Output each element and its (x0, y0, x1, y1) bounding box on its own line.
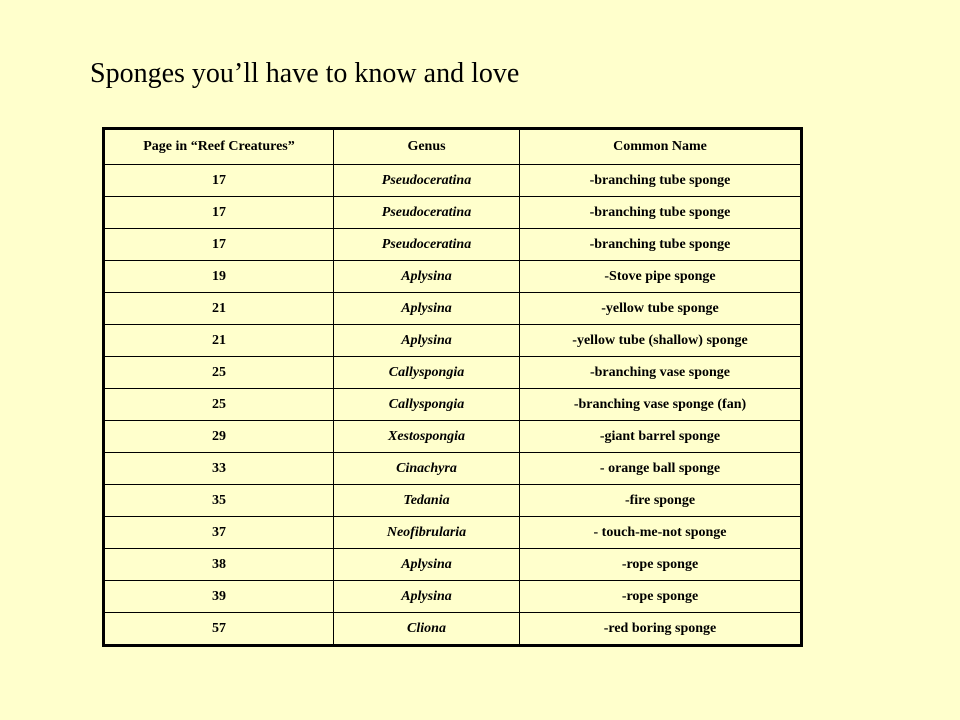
page-cell: 39 (104, 581, 334, 613)
header-common-name: Common Name (520, 129, 802, 165)
page-cell: 33 (104, 453, 334, 485)
genus-cell: Cliona (334, 613, 520, 646)
page-cell: 17 (104, 229, 334, 261)
genus-cell: Callyspongia (334, 389, 520, 421)
common-name-cell: -rope sponge (520, 549, 802, 581)
table-body (104, 165, 802, 646)
page-cell: 38 (104, 549, 334, 581)
table-header-row (104, 129, 802, 165)
header-genus: Genus (334, 129, 520, 165)
table-row (104, 453, 802, 485)
page-cell: 57 (104, 613, 334, 646)
table-row (104, 581, 802, 613)
table-row (104, 517, 802, 549)
table-row (104, 165, 802, 197)
page-cell: 17 (104, 165, 334, 197)
genus-cell: Tedania (334, 485, 520, 517)
table-row (104, 293, 802, 325)
genus-cell: Aplysina (334, 549, 520, 581)
common-name-cell: -yellow tube (shallow) sponge (520, 325, 802, 357)
common-name-cell: -red boring sponge (520, 613, 802, 646)
table-row (104, 325, 802, 357)
common-name-cell: -giant barrel sponge (520, 421, 802, 453)
common-name-cell: -branching vase sponge (fan) (520, 389, 802, 421)
page-cell: 35 (104, 485, 334, 517)
common-name-cell: - touch-me-not sponge (520, 517, 802, 549)
genus-cell: Aplysina (334, 261, 520, 293)
common-name-cell: -fire sponge (520, 485, 802, 517)
genus-cell: Pseudoceratina (334, 229, 520, 261)
table-row (104, 389, 802, 421)
header-page: Page in “Reef Creatures” (104, 129, 334, 165)
sponge-table-container (102, 127, 800, 647)
common-name-cell: -branching vase sponge (520, 357, 802, 389)
page-cell: 21 (104, 325, 334, 357)
table-row (104, 485, 802, 517)
table-row (104, 357, 802, 389)
genus-cell: Cinachyra (334, 453, 520, 485)
slide-title: Sponges you’ll have to know and love (90, 58, 520, 89)
page-cell: 17 (104, 197, 334, 229)
genus-cell: Aplysina (334, 581, 520, 613)
page-cell: 37 (104, 517, 334, 549)
page-cell: 25 (104, 357, 334, 389)
common-name-cell: -branching tube sponge (520, 197, 802, 229)
page-cell: 21 (104, 293, 334, 325)
genus-cell: Neofibrularia (334, 517, 520, 549)
table-row (104, 261, 802, 293)
table-row (104, 613, 802, 646)
genus-cell: Aplysina (334, 325, 520, 357)
common-name-cell: - orange ball sponge (520, 453, 802, 485)
page-cell: 29 (104, 421, 334, 453)
table-row (104, 229, 802, 261)
common-name-cell: -rope sponge (520, 581, 802, 613)
table-row (104, 421, 802, 453)
common-name-cell: -Stove pipe sponge (520, 261, 802, 293)
common-name-cell: -branching tube sponge (520, 229, 802, 261)
common-name-cell: -yellow tube sponge (520, 293, 802, 325)
common-name-cell: -branching tube sponge (520, 165, 802, 197)
genus-cell: Callyspongia (334, 357, 520, 389)
sponge-table (102, 127, 803, 647)
table-row (104, 197, 802, 229)
table-row (104, 549, 802, 581)
genus-cell: Pseudoceratina (334, 197, 520, 229)
genus-cell: Aplysina (334, 293, 520, 325)
genus-cell: Xestospongia (334, 421, 520, 453)
genus-cell: Pseudoceratina (334, 165, 520, 197)
page-cell: 19 (104, 261, 334, 293)
page-cell: 25 (104, 389, 334, 421)
